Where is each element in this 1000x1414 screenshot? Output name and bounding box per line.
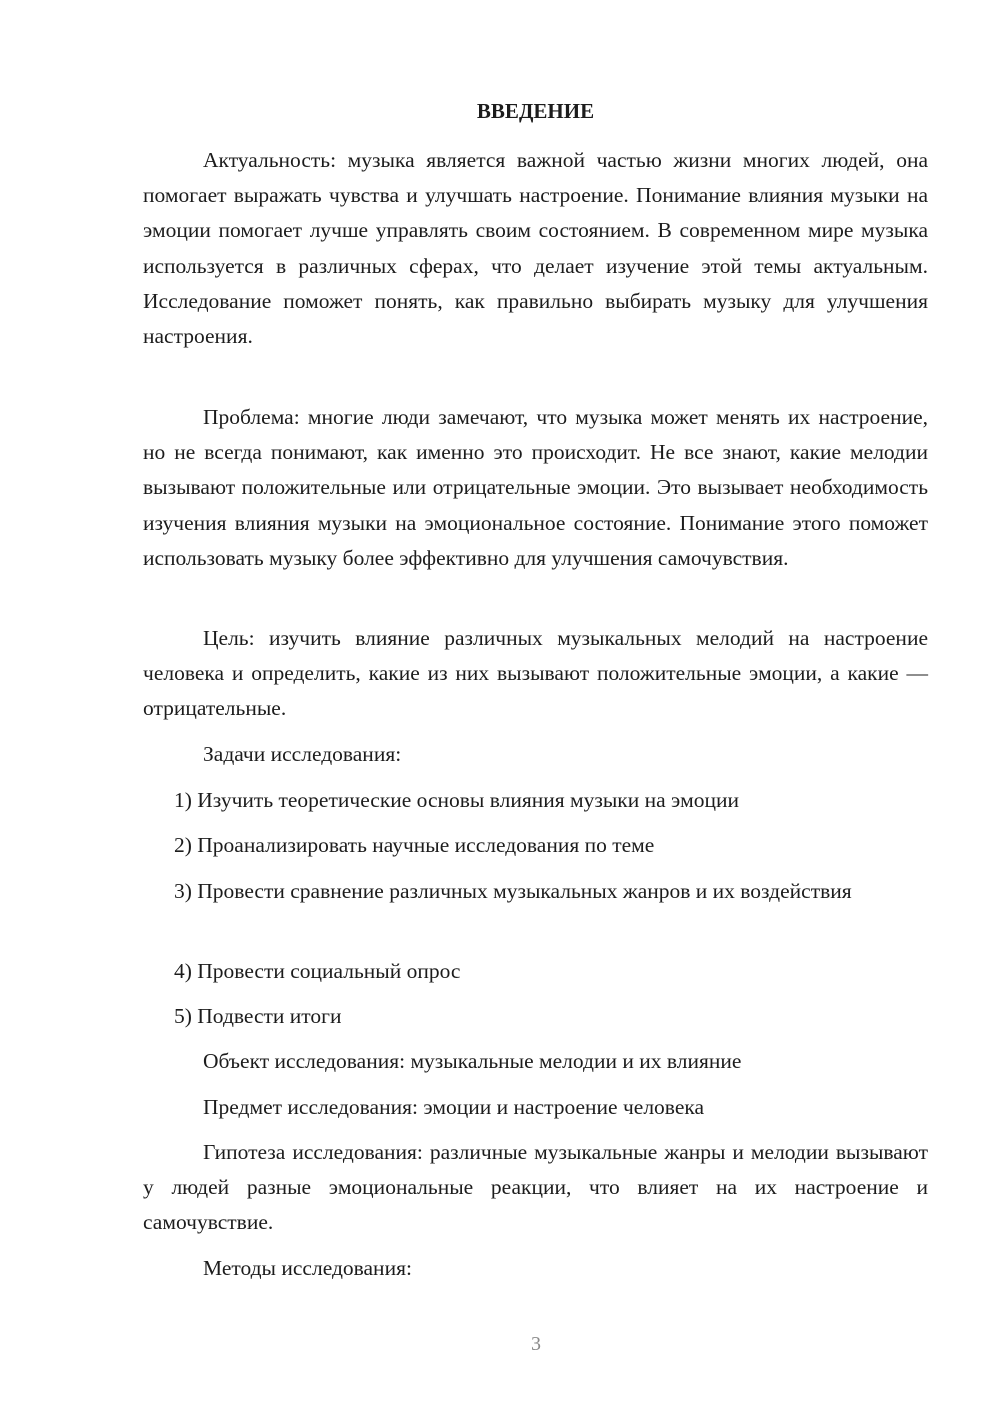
problem-paragraph: Проблема: многие люди замечают, что музыка может менять их настроение, но не всегда понимают, как именно это происходит. Не все знают, какие мелодии вызывают положительные или отрицательные эмоции. Это вызывает необходимость изучения влияния музыки на эмоциональное состояние. Понимание этого поможет использовать музыку более эффективно для улучшения самочувствия. [143,405,928,570]
section-heading: ВВЕДЕНИЕ [476,99,595,123]
relevance-paragraph: Актуальность: музыка является важной частью жизни многих людей, она помогает выражать чувства и улучшать настроение. Понимание влияния музыки на эмоции помогает лучше управлять своим состоянием. В современном мире музыка используется в различных сферах, что делает изучение этой темы актуальным. Исследование поможет понять, как правильно выбирать музыку для улучшения настроения. [143,148,928,349]
methods-heading: Методы исследования: [203,1256,412,1280]
hypothesis-paragraph: Гипотеза исследования: различные музыкальные жанры и мелодии вызывают у людей разные эмоциональные реакции, что влияет на их настроение и самочувствие. [143,1140,928,1235]
research-subject: Предмет исследования: эмоции и настроение человека [203,1095,705,1119]
research-object: Объект исследования: музыкальные мелодии и их влияние [203,1049,742,1073]
tasks-heading: Задачи исследования: [203,742,402,766]
page-number: 3 [531,1333,541,1355]
task-item: 1) Изучить теоретические основы влияния музыки на эмоции [174,788,739,812]
task-item: 4) Провести социальный опрос [174,959,461,983]
task-item: 2) Проанализировать научные исследования по теме [174,833,655,857]
task-item: 5) Подвести итоги [174,1004,342,1028]
task-item: 3) Провести сравнение различных музыкальных жанров и их воздействия [174,879,852,903]
goal-paragraph: Цель: изучить влияние различных музыкальных мелодий на настроение человека и определить, какие из них вызывают положительные эмоции, а какие — отрицательные. [143,626,928,721]
